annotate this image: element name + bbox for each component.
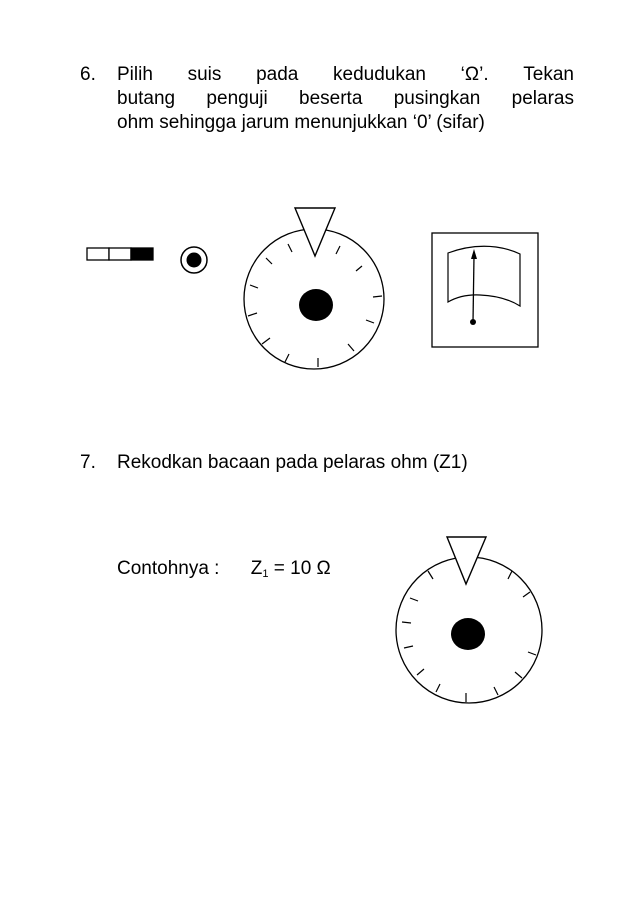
example-value: = 10 Ω [268, 558, 331, 579]
step-7-text: Rekodkan bacaan pada pelaras ohm (Z1) [117, 452, 468, 473]
step-6-line-1: Pilih suis pada kedudukan ‘Ω’. Tekan [117, 64, 574, 85]
example-subscript: 1 [262, 568, 269, 580]
step-6-line-2: butang penguji beserta pusingkan pelaras [117, 88, 574, 109]
step-6-number: 6. [80, 64, 96, 85]
example-label: Contohnya : [117, 558, 220, 579]
step-7-number: 7. [80, 452, 96, 473]
example-variable: Z [250, 558, 263, 579]
step-6-line-3: ohm sehingga jarum menunjukkan ‘0’ (sifar) [117, 112, 485, 133]
